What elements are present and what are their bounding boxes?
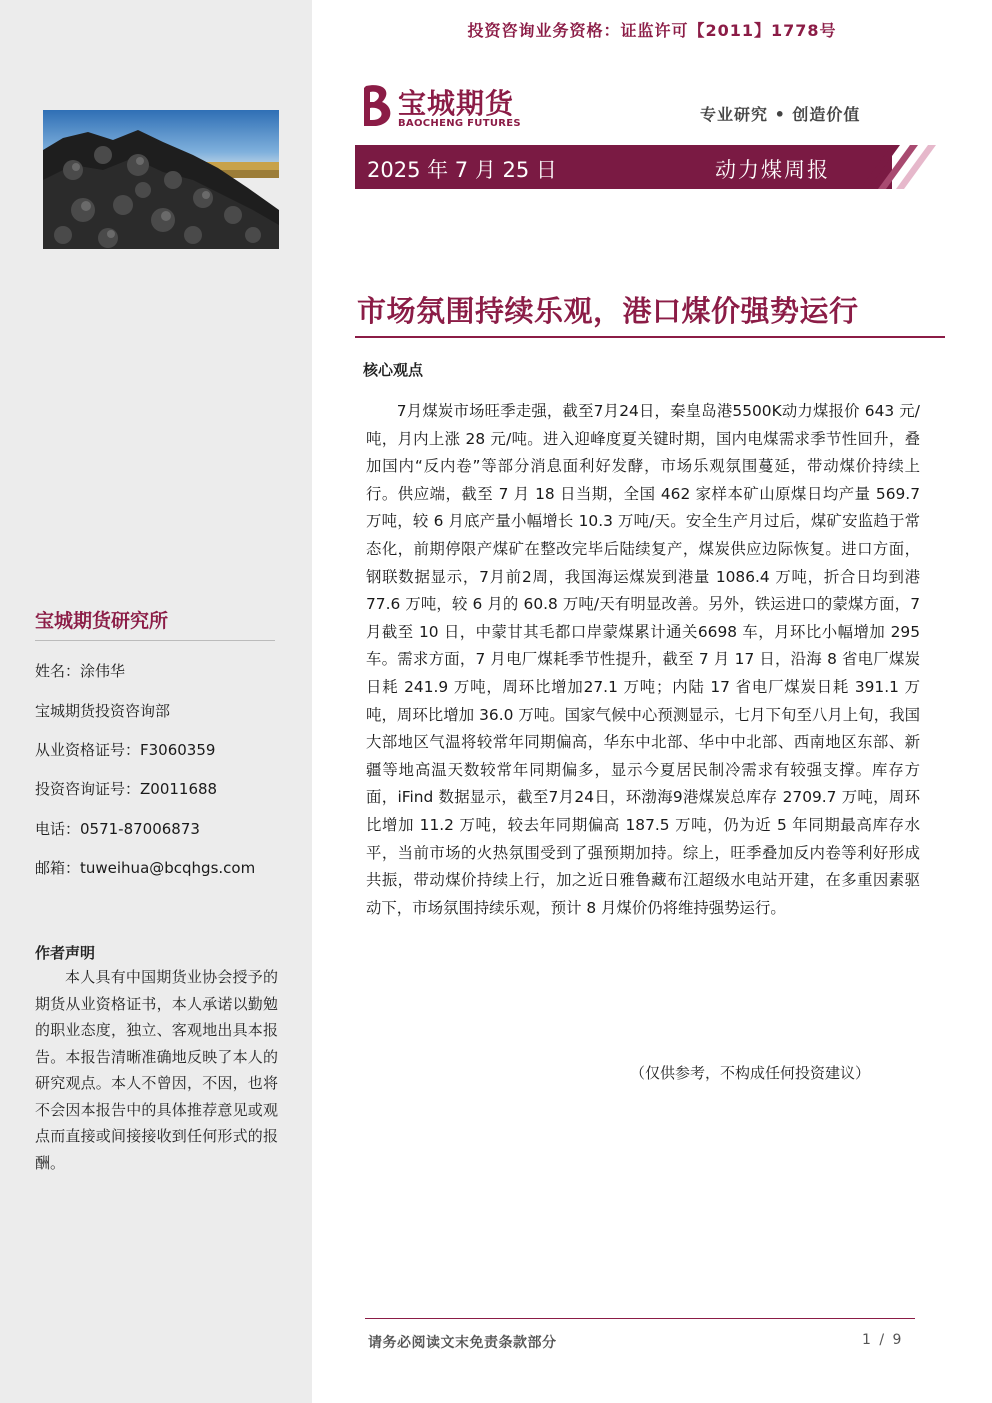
report-date: 2025 年 7 月 25 日 bbox=[367, 158, 557, 182]
company-logo bbox=[358, 82, 528, 132]
contact-name: 姓名：涂伟华 bbox=[35, 662, 126, 680]
logo-english-name: BAOCHENG FUTURES bbox=[398, 118, 521, 129]
logo-chinese-name: 宝城期货 bbox=[398, 87, 515, 120]
section-title-core-view: 核心观点 bbox=[363, 361, 424, 379]
page-number: 1 / 9 bbox=[862, 1332, 904, 1348]
report-banner bbox=[355, 145, 892, 189]
footer-divider bbox=[365, 1318, 915, 1319]
logo-mark-icon bbox=[358, 82, 396, 130]
core-view-paragraph: 7月煤炭市场旺季走强，截至7月24日，秦皇岛港5500K动力煤报价 643 元/吨，月内上涨 28 元/吨。进入迎峰度夏关键时期，国内电煤需求季节性回升，叠加国内“反内卷”等部分消息面利好发酵，市场乐观氛围蔓延，带动煤价持续上行。供应端，截至 7 月 18 日当期，全国 462 家样本矿山原煤日均产量 569.7 万吨，较 6 月底产量小幅增长 10.3 万吨/天。安全生产月过后，煤矿安监趋于常态化，前期停限产煤矿在整改完毕后陆续复产，煤炭供应边际恢复。进口方面，钢联数据显示，7月前2周，我国海运煤炭到港量 1086.4 万吨，折合日均到港 77.6 万吨，较 6 月的 60.8 万吨/天有明显改善。另外，铁运进口的蒙煤方面，7月截至 10 日，中蒙甘其毛都口岸蒙煤累计通关6698 车，月环比小幅增加 295 车。需求方面，7 月电厂煤耗季节性提升，截至 7 月 17 日，沿海 8 省电厂煤炭日耗 241.9 万吨，周环比增加27.1 万吨；内陆 17 省电厂煤炭日耗 391.1 万吨，周环比增加 36.0 万吨。国家气候中心预测显示，七月下旬至八月上旬，我国大部地区气温将较常年同期偏高，华东中北部、华中中北部、西南地区东部、新疆等地高温天数较常年同期偏多，显示今夏居民制冷需求有较强支撑。库存方面，iFind 数据显示，截至7月24日，环渤海9港煤炭总库存 2709.7 万吨，周环比增加 11.2 万吨，较去年同期偏高 187.5 万吨，仍为近 5 年同期最高库存水平，当前市场的火热氛围受到了强预期加持。综上，旺季叠加反内卷等利好形成共振，带动煤价持续上行，加之近日雅鲁藏布江超级水电站开建，在多重因素驱动下，市场氛围持续乐观，预计 8 月煤价仍将维持强势运行。 bbox=[366, 402, 920, 917]
investment-disclaimer: （仅供参考，不构成任何投资建议） bbox=[630, 1064, 871, 1082]
contact-qualification: 从业资格证号：F3060359 bbox=[35, 741, 216, 759]
coal-photo bbox=[43, 110, 279, 249]
banner-stripes-decoration bbox=[860, 145, 942, 189]
license-text: 投资咨询业务资格：证监许可【2011】1778号 bbox=[467, 21, 837, 40]
contact-phone: 电话：0571-87006873 bbox=[35, 820, 200, 838]
institute-name: 宝城期货研究所 bbox=[35, 610, 169, 632]
slogan: 专业研究 • 创造价值 bbox=[700, 105, 861, 124]
report-type: 动力煤周报 bbox=[715, 158, 830, 182]
author-statement-title: 作者声明 bbox=[35, 944, 96, 962]
author-statement-text: 本人具有中国期货业协会授予的期货从业资格证书，本人承诺以勤勉的职业态度，独立、客观地出具本报告。本报告清晰准确地反映了本人的研究观点。本人不曾因，不因，也将不会因本报告中的具体推荐意见或观点而直接或间接接收到任何形式的报酬。 bbox=[35, 968, 278, 1172]
contact-department: 宝城期货投资咨询部 bbox=[35, 702, 171, 720]
report-headline: 市场氛围持续乐观，港口煤价强势运行 bbox=[357, 294, 859, 328]
sidebar-panel bbox=[0, 0, 312, 1403]
contact-email[interactable]: 邮箱：tuweihua@bcqhgs.com bbox=[35, 859, 256, 877]
footer-disclaimer-note: 请务必阅读文末免责条款部分 bbox=[368, 1335, 557, 1351]
institute-divider bbox=[35, 640, 275, 641]
headline-divider bbox=[355, 336, 945, 338]
contact-advisory-license: 投资咨询证号：Z0011688 bbox=[35, 780, 218, 798]
